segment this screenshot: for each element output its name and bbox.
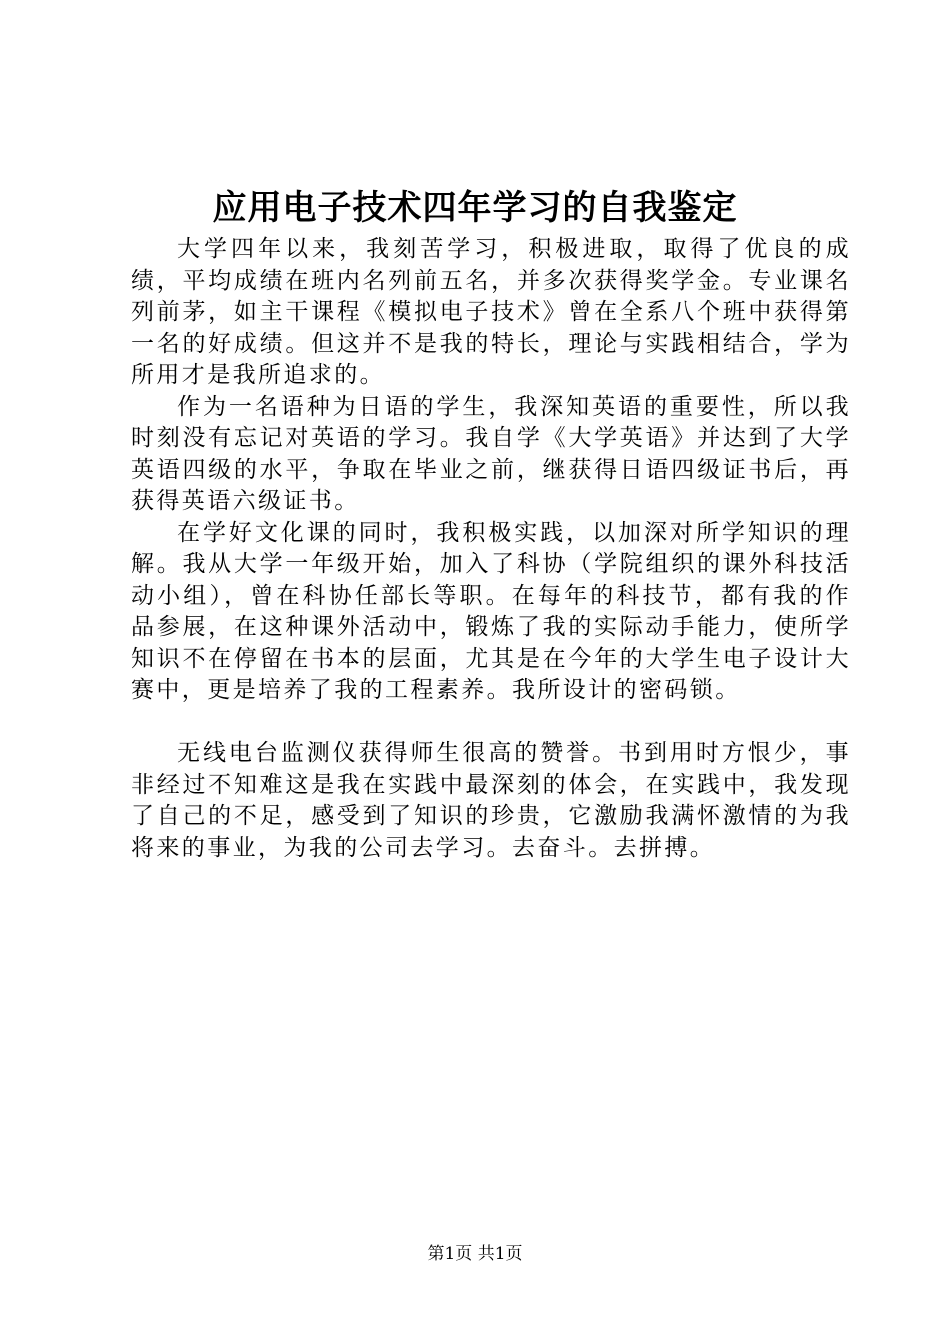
page-number-footer: 第1页 共1页 (427, 1244, 523, 1264)
paragraph-2: 作为一名语种为日语的学生，我深知英语的重要性，所以我时刻没有忘记对英语的学习。我自学《大学英语》并达到了大学英语四级的水平，争取在毕业之前，继获得日语四级证书后，再获得英语六级证书。 (131, 393, 851, 514)
page-title: 应用电子技术四年学习的自我鉴定 (212, 188, 738, 228)
paragraph-spacer (131, 707, 851, 739)
document-body (131, 234, 851, 864)
paragraph-1: 大学四年以来，我刻苦学习，积极进取，取得了优良的成绩，平均成绩在班内名列前五名，并多次获得奖学金。专业课名列前茅，如主干课程《模拟电子技术》曾在全系八个班中获得第一名的好成绩。但这并不是我的特长，理论与实践相结合，学为所用才是我所追求的。 (131, 236, 851, 388)
paragraph-4: 无线电台监测仪获得师生很高的赞誉。书到用时方恨少，事非经过不知难这是我在实践中最深刻的体会，在实践中，我发现了自己的不足，感受到了知识的珍贵，它激励我满怀激情的为我将来的事业，为我的公司去学习。去奋斗。去拼搏。 (131, 740, 851, 861)
paragraph-3: 在学好文化课的同时，我积极实践，以加深对所学知识的理解。我从大学一年级开始，加入了科协（学院组织的课外科技活动小组），曾在科协任部长等职。在每年的科技节，都有我的作品参展，在这种课外活动中，锻炼了我的实际动手能力，使所学知识不在停留在书本的层面，尤其是在今年的大学生电子设计大赛中，更是培养了我的工程素养。我所设计的密码锁。 (131, 519, 851, 703)
